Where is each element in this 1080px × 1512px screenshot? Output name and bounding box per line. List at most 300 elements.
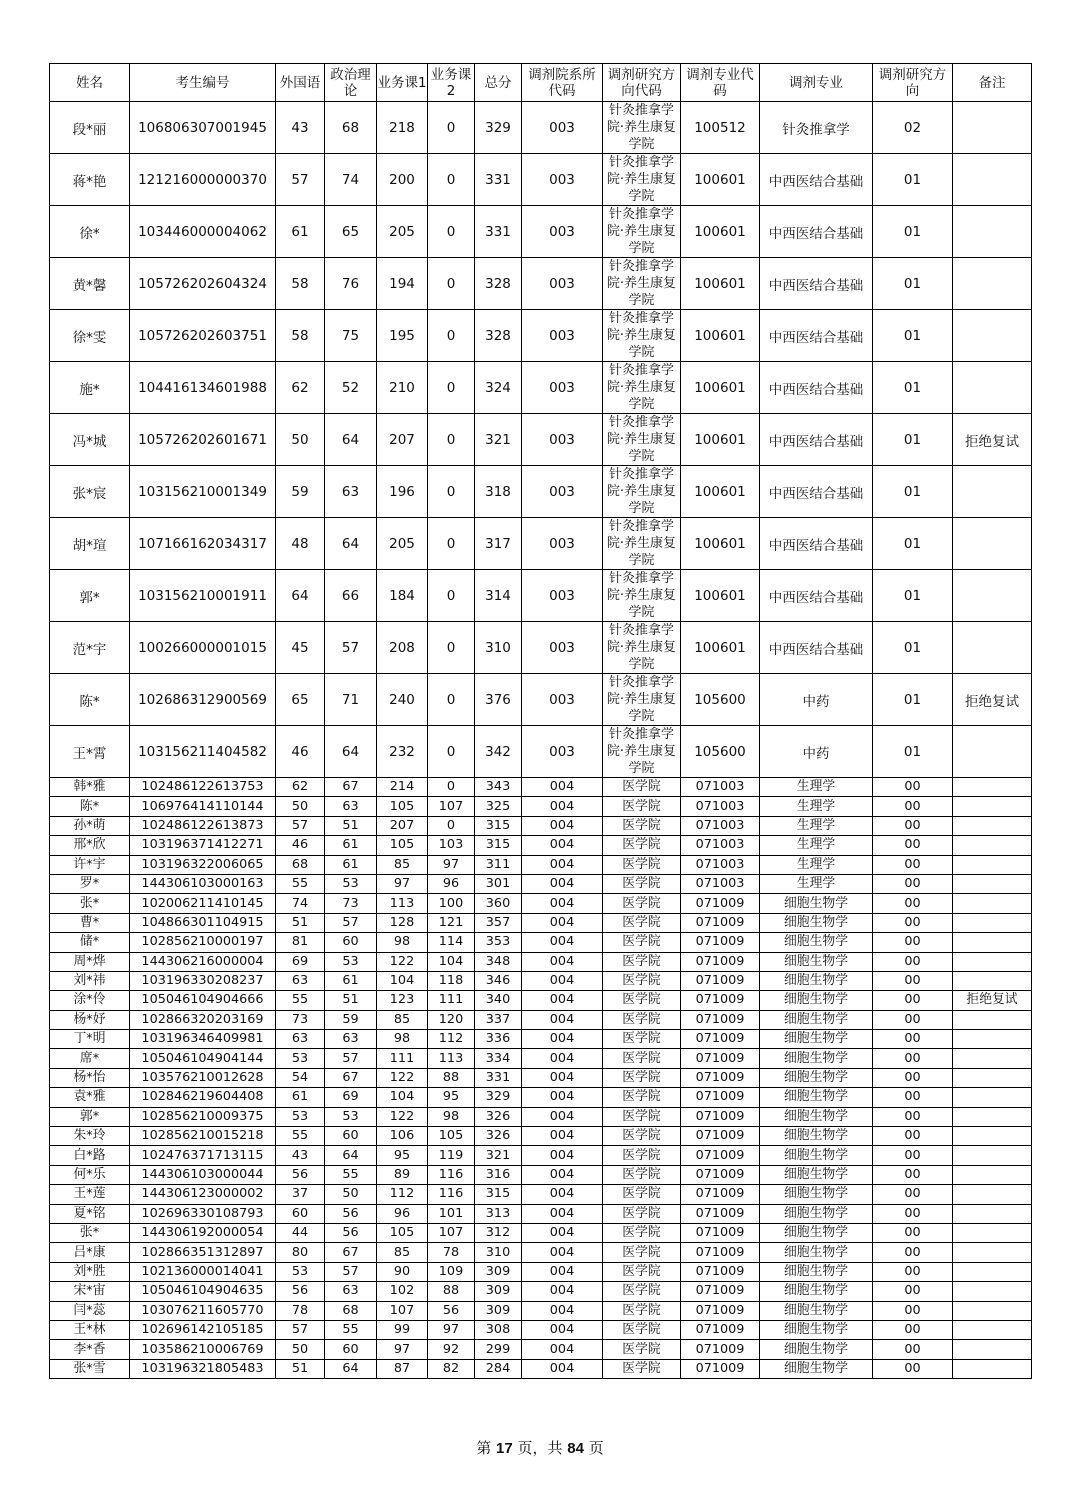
table-row — [50, 1243, 1032, 1262]
cell-subject-2: 100 — [428, 894, 475, 913]
cell-foreign-language: 78 — [276, 1301, 325, 1320]
cell-subject-1: 107 — [377, 1301, 428, 1320]
cell-direction: 00 — [873, 874, 953, 893]
cell-major-code: 071003 — [681, 778, 760, 797]
cell-name: 施* — [50, 362, 130, 414]
cell-total: 314 — [475, 570, 522, 622]
cell-remarks — [953, 1010, 1032, 1029]
cell-direction-code: 医学院 — [603, 816, 681, 835]
footer-suffix: 页 — [583, 1439, 604, 1457]
header-direction: 调剂研究方向 — [873, 64, 953, 102]
cell-foreign-language: 74 — [276, 894, 325, 913]
cell-foreign-language: 58 — [276, 258, 325, 310]
cell-politics: 68 — [325, 102, 377, 154]
cell-major: 生理学 — [760, 816, 873, 835]
cell-dept-code: 004 — [522, 1204, 603, 1223]
cell-direction-code: 医学院 — [603, 1301, 681, 1320]
cell-dept-code: 004 — [522, 971, 603, 990]
cell-foreign-language: 62 — [276, 778, 325, 797]
cell-exam-id: 106976414110144 — [130, 797, 276, 816]
cell-direction: 00 — [873, 1107, 953, 1126]
cell-politics: 75 — [325, 310, 377, 362]
cell-direction-code: 医学院 — [603, 1223, 681, 1242]
cell-subject-1: 207 — [377, 414, 428, 466]
cell-subject-2: 56 — [428, 1301, 475, 1320]
cell-dept-code: 004 — [522, 1223, 603, 1242]
cell-name: 刘*祎 — [50, 971, 130, 990]
cell-politics: 67 — [325, 778, 377, 797]
cell-exam-id: 102866320203169 — [130, 1010, 276, 1029]
cell-total: 331 — [475, 1068, 522, 1087]
cell-name: 蒋*艳 — [50, 154, 130, 206]
cell-exam-id: 144306103000044 — [130, 1165, 276, 1184]
cell-direction: 01 — [873, 674, 953, 726]
cell-exam-id: 102846219604408 — [130, 1088, 276, 1107]
cell-exam-id: 102476371713115 — [130, 1146, 276, 1165]
cell-foreign-language: 60 — [276, 1204, 325, 1223]
cell-major-code: 071009 — [681, 991, 760, 1010]
cell-direction-code: 医学院 — [603, 1262, 681, 1281]
cell-direction: 01 — [873, 622, 953, 674]
cell-total: 310 — [475, 1243, 522, 1262]
cell-dept-code: 004 — [522, 1340, 603, 1359]
cell-foreign-language: 55 — [276, 874, 325, 893]
cell-exam-id: 102866351312897 — [130, 1243, 276, 1262]
cell-politics: 56 — [325, 1204, 377, 1223]
cell-remarks: 拒绝复试 — [953, 991, 1032, 1010]
cell-direction: 01 — [873, 310, 953, 362]
cell-direction-code: 针灸推拿学院·养生康复学院 — [603, 518, 681, 570]
cell-total: 318 — [475, 466, 522, 518]
cell-remarks — [953, 816, 1032, 835]
cell-name: 张*宸 — [50, 466, 130, 518]
cell-subject-1: 207 — [377, 816, 428, 835]
cell-remarks — [953, 1340, 1032, 1359]
cell-remarks — [953, 570, 1032, 622]
cell-dept-code: 004 — [522, 1320, 603, 1339]
cell-subject-2: 121 — [428, 913, 475, 932]
cell-exam-id: 103196322006065 — [130, 855, 276, 874]
cell-name: 郭* — [50, 570, 130, 622]
cell-name: 席* — [50, 1049, 130, 1068]
cell-total: 328 — [475, 258, 522, 310]
cell-remarks — [953, 1049, 1032, 1068]
cell-foreign-language: 45 — [276, 622, 325, 674]
cell-major-code: 100601 — [681, 154, 760, 206]
cell-exam-id: 102486122613873 — [130, 816, 276, 835]
table-row — [50, 414, 1032, 466]
table-row — [50, 1204, 1032, 1223]
cell-politics: 64 — [325, 414, 377, 466]
table-row — [50, 1223, 1032, 1242]
cell-dept-code: 004 — [522, 1127, 603, 1146]
cell-exam-id: 107166162034317 — [130, 518, 276, 570]
cell-name: 黄*馨 — [50, 258, 130, 310]
cell-total: 311 — [475, 855, 522, 874]
table-row — [50, 570, 1032, 622]
cell-dept-code: 004 — [522, 797, 603, 816]
cell-subject-1: 111 — [377, 1049, 428, 1068]
cell-politics: 63 — [325, 466, 377, 518]
cell-direction: 01 — [873, 570, 953, 622]
cell-major-code: 071009 — [681, 1030, 760, 1049]
cell-subject-2: 118 — [428, 971, 475, 990]
cell-exam-id: 104866301104915 — [130, 913, 276, 932]
cell-name: 储* — [50, 933, 130, 952]
cell-major: 细胞生物学 — [760, 1301, 873, 1320]
cell-name: 闫*蕊 — [50, 1301, 130, 1320]
cell-major-code: 071009 — [681, 1049, 760, 1068]
cell-exam-id: 102856210000197 — [130, 933, 276, 952]
cell-subject-1: 99 — [377, 1320, 428, 1339]
cell-subject-2: 119 — [428, 1146, 475, 1165]
cell-direction: 02 — [873, 102, 953, 154]
cell-direction: 00 — [873, 952, 953, 971]
cell-exam-id: 144306123000002 — [130, 1185, 276, 1204]
cell-foreign-language: 57 — [276, 154, 325, 206]
cell-subject-1: 105 — [377, 1223, 428, 1242]
header-major: 调剂专业 — [760, 64, 873, 102]
cell-dept-code: 003 — [522, 674, 603, 726]
cell-remarks — [953, 1088, 1032, 1107]
cell-dept-code: 003 — [522, 622, 603, 674]
cell-remarks — [953, 1262, 1032, 1281]
cell-subject-1: 214 — [377, 778, 428, 797]
cell-foreign-language: 53 — [276, 1107, 325, 1126]
cell-exam-id: 103156211404582 — [130, 726, 276, 778]
cell-direction-code: 医学院 — [603, 1359, 681, 1378]
footer-prefix: 第 — [476, 1439, 497, 1457]
cell-foreign-language: 65 — [276, 674, 325, 726]
cell-foreign-language: 43 — [276, 102, 325, 154]
cell-direction: 00 — [873, 1127, 953, 1146]
cell-subject-2: 107 — [428, 1223, 475, 1242]
cell-total: 315 — [475, 1185, 522, 1204]
cell-total: 308 — [475, 1320, 522, 1339]
cell-direction-code: 针灸推拿学院·养生康复学院 — [603, 258, 681, 310]
cell-direction-code: 医学院 — [603, 1107, 681, 1126]
table-row — [50, 855, 1032, 874]
cell-dept-code: 004 — [522, 1165, 603, 1184]
cell-name: 曹* — [50, 913, 130, 932]
table-row — [50, 952, 1032, 971]
cell-major-code: 071009 — [681, 1107, 760, 1126]
cell-total: 321 — [475, 1146, 522, 1165]
cell-subject-2: 92 — [428, 1340, 475, 1359]
cell-politics: 63 — [325, 1282, 377, 1301]
cell-foreign-language: 80 — [276, 1243, 325, 1262]
cell-subject-1: 113 — [377, 894, 428, 913]
cell-dept-code: 003 — [522, 414, 603, 466]
cell-major: 细胞生物学 — [760, 1146, 873, 1165]
cell-major: 细胞生物学 — [760, 1282, 873, 1301]
cell-total: 348 — [475, 952, 522, 971]
cell-subject-1: 105 — [377, 836, 428, 855]
header-politics: 政治理论 — [325, 64, 377, 102]
cell-major-code: 071009 — [681, 1010, 760, 1029]
cell-subject-1: 194 — [377, 258, 428, 310]
cell-total: 342 — [475, 726, 522, 778]
cell-subject-1: 98 — [377, 1030, 428, 1049]
cell-total: 301 — [475, 874, 522, 893]
cell-major: 生理学 — [760, 855, 873, 874]
cell-name: 韩*雅 — [50, 778, 130, 797]
cell-remarks — [953, 1165, 1032, 1184]
header-total: 总分 — [475, 64, 522, 102]
cell-exam-id: 105046104904635 — [130, 1282, 276, 1301]
cell-direction-code: 医学院 — [603, 1068, 681, 1087]
cell-exam-id: 103156210001911 — [130, 570, 276, 622]
cell-subject-1: 128 — [377, 913, 428, 932]
cell-subject-2: 97 — [428, 855, 475, 874]
cell-major-code: 100601 — [681, 622, 760, 674]
cell-major-code: 071003 — [681, 797, 760, 816]
cell-remarks — [953, 894, 1032, 913]
cell-exam-id: 105046104904666 — [130, 991, 276, 1010]
cell-direction-code: 医学院 — [603, 1030, 681, 1049]
cell-foreign-language: 50 — [276, 797, 325, 816]
cell-total: 315 — [475, 836, 522, 855]
cell-name: 白*路 — [50, 1146, 130, 1165]
cell-major: 中药 — [760, 674, 873, 726]
cell-total: 340 — [475, 991, 522, 1010]
cell-politics: 51 — [325, 816, 377, 835]
cell-dept-code: 003 — [522, 102, 603, 154]
cell-subject-1: 184 — [377, 570, 428, 622]
cell-exam-id: 100266000001015 — [130, 622, 276, 674]
cell-foreign-language: 55 — [276, 1127, 325, 1146]
cell-major-code: 071009 — [681, 1359, 760, 1378]
cell-direction-code: 医学院 — [603, 836, 681, 855]
cell-name: 王*霄 — [50, 726, 130, 778]
cell-exam-id: 121216000000370 — [130, 154, 276, 206]
cell-direction-code: 针灸推拿学院·养生康复学院 — [603, 102, 681, 154]
cell-direction-code: 医学院 — [603, 1282, 681, 1301]
footer-middle: 页，共 — [512, 1439, 568, 1457]
cell-direction: 00 — [873, 778, 953, 797]
cell-subject-1: 123 — [377, 991, 428, 1010]
cell-remarks — [953, 258, 1032, 310]
cell-politics: 55 — [325, 1165, 377, 1184]
header-row — [50, 64, 1032, 102]
cell-remarks — [953, 466, 1032, 518]
cell-total: 310 — [475, 622, 522, 674]
cell-direction-code: 针灸推拿学院·养生康复学院 — [603, 154, 681, 206]
cell-dept-code: 004 — [522, 1049, 603, 1068]
cell-foreign-language: 57 — [276, 816, 325, 835]
cell-total: 329 — [475, 1088, 522, 1107]
cell-exam-id: 105726202601671 — [130, 414, 276, 466]
cell-major: 细胞生物学 — [760, 1088, 873, 1107]
table-row — [50, 622, 1032, 674]
cell-major: 细胞生物学 — [760, 894, 873, 913]
cell-foreign-language: 56 — [276, 1282, 325, 1301]
cell-politics: 67 — [325, 1243, 377, 1262]
cell-politics: 57 — [325, 1049, 377, 1068]
cell-total: 309 — [475, 1262, 522, 1281]
cell-direction-code: 医学院 — [603, 1204, 681, 1223]
cell-foreign-language: 56 — [276, 1165, 325, 1184]
cell-foreign-language: 69 — [276, 952, 325, 971]
cell-subject-1: 104 — [377, 971, 428, 990]
cell-total: 376 — [475, 674, 522, 726]
cell-exam-id: 103196371412271 — [130, 836, 276, 855]
cell-direction: 00 — [873, 855, 953, 874]
cell-remarks — [953, 913, 1032, 932]
cell-dept-code: 004 — [522, 894, 603, 913]
cell-dept-code: 004 — [522, 913, 603, 932]
cell-major: 中西医结合基础 — [760, 570, 873, 622]
cell-politics: 63 — [325, 1030, 377, 1049]
cell-major-code: 071009 — [681, 1223, 760, 1242]
cell-direction: 00 — [873, 836, 953, 855]
cell-name: 刘*胜 — [50, 1262, 130, 1281]
cell-subject-2: 82 — [428, 1359, 475, 1378]
table-row — [50, 1107, 1032, 1126]
cell-subject-2: 116 — [428, 1165, 475, 1184]
cell-remarks — [953, 933, 1032, 952]
cell-name: 孙*萌 — [50, 816, 130, 835]
cell-major: 细胞生物学 — [760, 1127, 873, 1146]
cell-direction-code: 针灸推拿学院·养生康复学院 — [603, 206, 681, 258]
cell-subject-2: 104 — [428, 952, 475, 971]
table-row — [50, 991, 1032, 1010]
cell-major-code: 071009 — [681, 1282, 760, 1301]
cell-politics: 64 — [325, 726, 377, 778]
cell-direction: 00 — [873, 1185, 953, 1204]
cell-dept-code: 004 — [522, 1088, 603, 1107]
cell-direction: 00 — [873, 1049, 953, 1068]
cell-direction: 00 — [873, 816, 953, 835]
table-row — [50, 874, 1032, 893]
cell-direction: 01 — [873, 206, 953, 258]
cell-major-code: 100601 — [681, 414, 760, 466]
cell-subject-2: 78 — [428, 1243, 475, 1262]
cell-direction-code: 医学院 — [603, 855, 681, 874]
header-foreign-language: 外国语 — [276, 64, 325, 102]
cell-total: 321 — [475, 414, 522, 466]
cell-dept-code: 004 — [522, 1146, 603, 1165]
table-row — [50, 971, 1032, 990]
cell-subject-2: 0 — [428, 362, 475, 414]
cell-direction-code: 医学院 — [603, 1049, 681, 1068]
cell-total: 329 — [475, 102, 522, 154]
cell-foreign-language: 61 — [276, 206, 325, 258]
cell-name: 陈* — [50, 797, 130, 816]
cell-dept-code: 004 — [522, 855, 603, 874]
cell-major: 生理学 — [760, 874, 873, 893]
cell-total: 343 — [475, 778, 522, 797]
cell-major-code: 105600 — [681, 726, 760, 778]
cell-name: 朱*玲 — [50, 1127, 130, 1146]
cell-subject-1: 97 — [377, 1340, 428, 1359]
cell-foreign-language: 48 — [276, 518, 325, 570]
cell-foreign-language: 57 — [276, 1320, 325, 1339]
cell-direction-code: 医学院 — [603, 1340, 681, 1359]
table-row — [50, 1088, 1032, 1107]
cell-subject-1: 98 — [377, 933, 428, 952]
header-name: 姓名 — [50, 64, 130, 102]
cell-subject-1: 97 — [377, 874, 428, 893]
cell-dept-code: 004 — [522, 1010, 603, 1029]
cell-name: 罗* — [50, 874, 130, 893]
cell-direction: 00 — [873, 1262, 953, 1281]
cell-subject-1: 122 — [377, 1068, 428, 1087]
cell-politics: 53 — [325, 952, 377, 971]
cell-exam-id: 103196321805483 — [130, 1359, 276, 1378]
cell-total: 334 — [475, 1049, 522, 1068]
cell-major: 细胞生物学 — [760, 1340, 873, 1359]
cell-subject-1: 104 — [377, 1088, 428, 1107]
cell-foreign-language: 59 — [276, 466, 325, 518]
cell-name: 段*丽 — [50, 102, 130, 154]
cell-name: 夏*铭 — [50, 1204, 130, 1223]
cell-dept-code: 004 — [522, 874, 603, 893]
cell-remarks — [953, 622, 1032, 674]
cell-politics: 50 — [325, 1185, 377, 1204]
cell-remarks — [953, 952, 1032, 971]
cell-dept-code: 004 — [522, 1068, 603, 1087]
cell-total: 337 — [475, 1010, 522, 1029]
cell-major-code: 071009 — [681, 1301, 760, 1320]
cell-dept-code: 003 — [522, 310, 603, 362]
cell-total: 325 — [475, 797, 522, 816]
cell-foreign-language: 81 — [276, 933, 325, 952]
cell-total: 331 — [475, 206, 522, 258]
table-row — [50, 797, 1032, 816]
cell-major: 细胞生物学 — [760, 1243, 873, 1262]
cell-politics: 60 — [325, 1127, 377, 1146]
cell-politics: 65 — [325, 206, 377, 258]
cell-remarks — [953, 836, 1032, 855]
cell-total: 312 — [475, 1223, 522, 1242]
cell-name: 涂*伶 — [50, 991, 130, 1010]
cell-name: 丁*明 — [50, 1030, 130, 1049]
cell-direction: 01 — [873, 362, 953, 414]
cell-direction: 00 — [873, 1010, 953, 1029]
cell-direction: 01 — [873, 726, 953, 778]
cell-major: 细胞生物学 — [760, 952, 873, 971]
cell-subject-2: 88 — [428, 1068, 475, 1087]
cell-subject-1: 195 — [377, 310, 428, 362]
cell-name: 周*烨 — [50, 952, 130, 971]
cell-direction: 00 — [873, 1030, 953, 1049]
cell-remarks — [953, 518, 1032, 570]
cell-politics: 57 — [325, 1262, 377, 1281]
cell-name: 张* — [50, 1223, 130, 1242]
table-row — [50, 836, 1032, 855]
cell-remarks — [953, 1127, 1032, 1146]
cell-foreign-language: 73 — [276, 1010, 325, 1029]
table-row — [50, 1146, 1032, 1165]
cell-major-code: 100601 — [681, 206, 760, 258]
cell-name: 王*莲 — [50, 1185, 130, 1204]
cell-direction-code: 针灸推拿学院·养生康复学院 — [603, 570, 681, 622]
cell-politics: 67 — [325, 1068, 377, 1087]
cell-major-code: 071003 — [681, 855, 760, 874]
cell-remarks — [953, 1223, 1032, 1242]
cell-name: 郭* — [50, 1107, 130, 1126]
cell-direction: 00 — [873, 933, 953, 952]
cell-subject-1: 85 — [377, 855, 428, 874]
cell-dept-code: 003 — [522, 726, 603, 778]
table-row — [50, 154, 1032, 206]
cell-major: 中西医结合基础 — [760, 362, 873, 414]
cell-major: 细胞生物学 — [760, 1262, 873, 1281]
cell-dept-code: 004 — [522, 1243, 603, 1262]
cell-exam-id: 104416134601988 — [130, 362, 276, 414]
header-subject-1: 业务课1 — [377, 64, 428, 102]
